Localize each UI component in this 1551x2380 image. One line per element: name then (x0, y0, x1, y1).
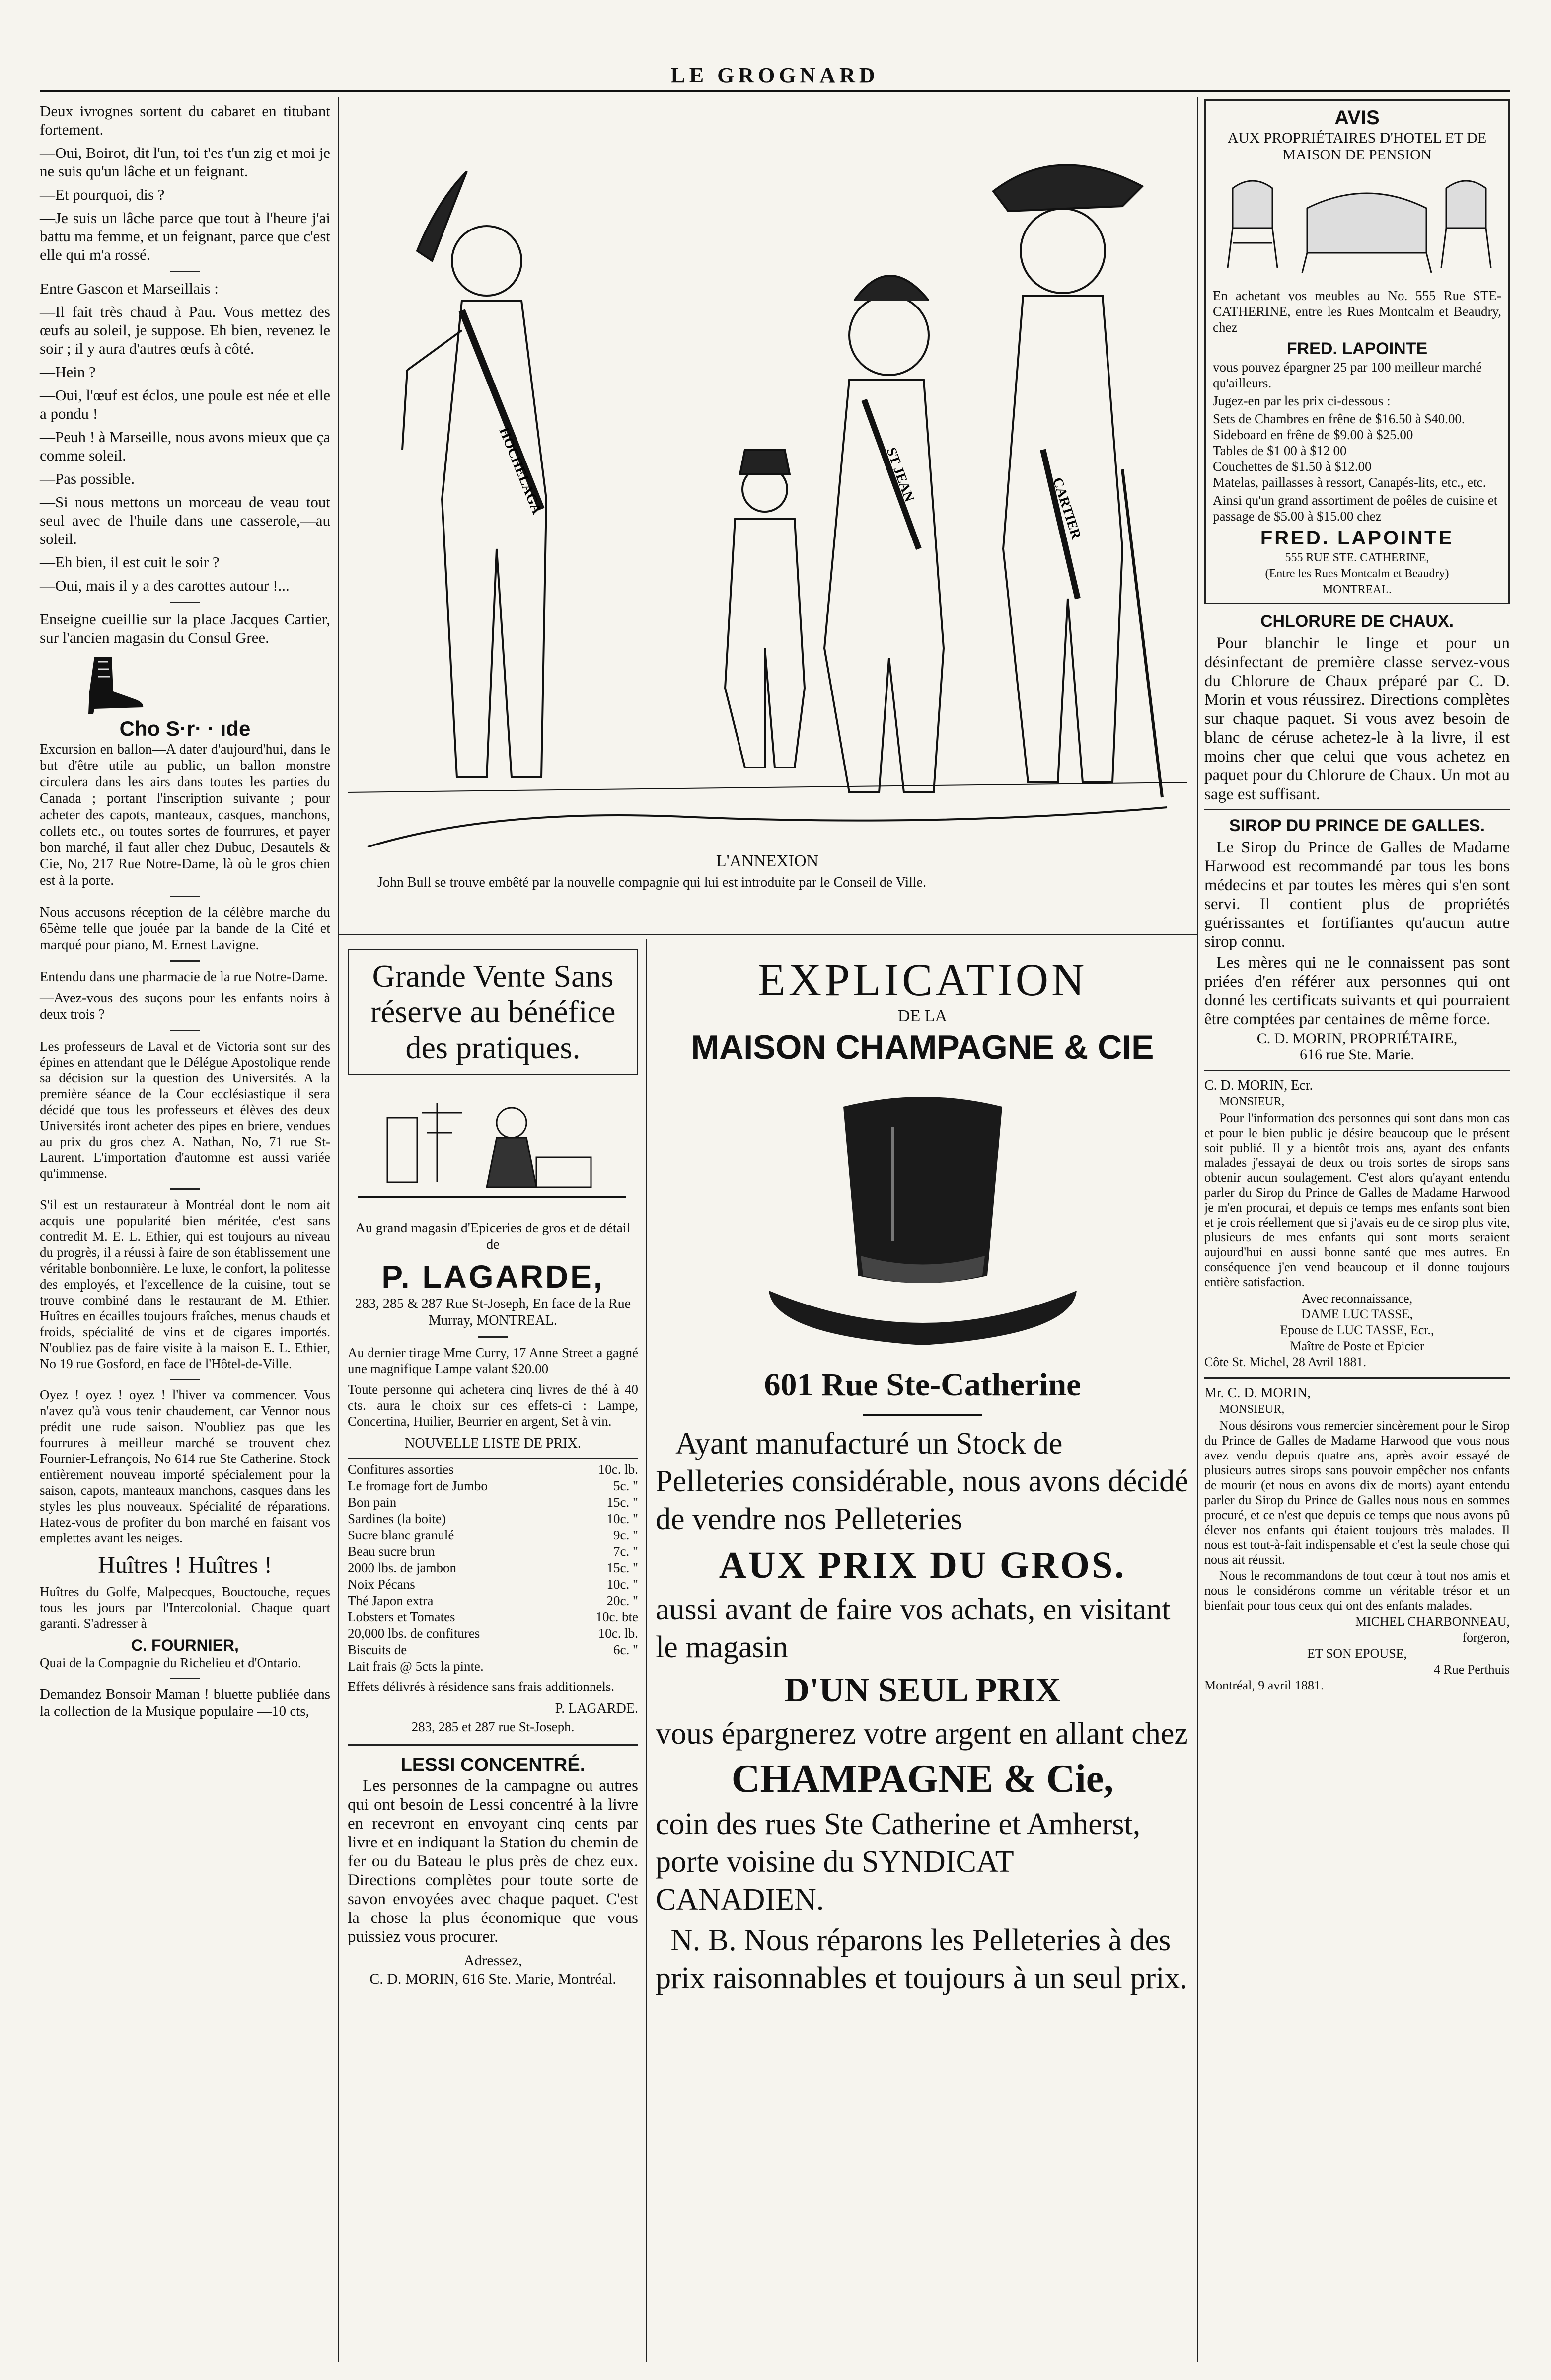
column-rule (1197, 97, 1198, 2362)
champagne-one-price: D'UN SEUL PRIX (784, 1671, 1061, 1709)
sirop-address: 616 rue Ste. Marie. (1300, 1046, 1414, 1063)
anecdote-text: Deux ivrognes sortent du cabaret en titubant fortement. (40, 102, 330, 138)
cartoon-illustration (348, 102, 1187, 847)
price-row: Biscuits de 6c. " (348, 1642, 638, 1657)
advert-text: Excursion en ballon—A dater d'aujourd'hui, dans le but d'être utile au public, un ballon monstre circulera dans les airs dans toutes les parties du Canada ; portant l'inscription suivante ; pour acheter des capots, manteaux, casques, manchons, collets etc., ou toutes sortes de fourrures, et payer bon marché, il faut aller chez Dubuc, Desautels & Cie, No, 217 Rue Notre-Dame, là où le gros chien est à la porte. (40, 742, 330, 888)
separator (478, 1336, 508, 1338)
separator (170, 602, 200, 603)
avis-item: Tables de $1 00 à $12 00 (1213, 443, 1347, 458)
champagne-wholesale: AUX PRIX DU GROS. (719, 1544, 1126, 1586)
chlorure-title: CHLORURE DE CHAUX. (1260, 612, 1454, 631)
column-rule (338, 97, 339, 2362)
oysters-heading: Huîtres ! Huîtres ! (98, 1552, 272, 1578)
lapointe-advert (1204, 99, 1510, 604)
column-one (40, 102, 330, 1725)
anecdote-text: —Si nous mettons un morceau de veau tout seul avec de l'huile dans une casserole,—au soleil. (40, 493, 330, 547)
cartoon-label-hochelaga: HOCHELAGA (496, 425, 545, 517)
anecdote-text: —Hein ? (40, 363, 96, 381)
price-row: Lobsters et Tomates 10c. bte (348, 1610, 638, 1624)
lapointe-address: 555 RUE STE. CATHERINE, (1285, 551, 1429, 564)
price-row: 20,000 lbs. de confitures 10c. lb. (348, 1626, 638, 1641)
letter-salutation: MONSIEUR, (1219, 1403, 1285, 1416)
section-rule (348, 1744, 638, 1746)
lapointe-signature: FRED. LAPOINTE (1260, 527, 1454, 549)
lagarde-name: P. LAGARDE, (381, 1259, 604, 1295)
separator (170, 960, 200, 962)
advert-text: Quai de la Compagnie du Richelieu et d'Ontario. (40, 1655, 301, 1670)
avis-item: Matelas, paillasses à ressort, Canapés-lits, etc., etc. (1213, 475, 1486, 490)
lessi-address: C. D. MORIN, 616 Ste. Marie, Montréal. (369, 1971, 616, 1987)
section-rule (338, 934, 1197, 935)
cartoon-caption: John Bull se trouve embêté par la nouvelle compagnie qui lui est introduite par le Conseil de Ville. (377, 875, 927, 890)
top-hat-illustration (749, 1077, 1097, 1355)
avis-title: AVIS (1334, 107, 1380, 129)
lagarde-address: 283, 285 & 287 Rue St-Joseph, En face de la Rue Murray, MONTREAL. (355, 1296, 631, 1328)
letter-date: Montréal, 9 avril 1881. (1204, 1678, 1324, 1692)
avis-subtitle: AUX PROPRIÉTAIRES D'HOTEL ET DE MAISON DE PENSION (1227, 130, 1487, 163)
lagarde-headline: Grande Vente Sans réserve au bénéfice des pratiques. (348, 949, 638, 1075)
lapointe-address-between: (Entre les Rues Montcalm et Beaudry) (1265, 567, 1449, 580)
sirop-body: Les mères qui ne le connaissent pas sont priées d'en référer aux personnes qui ont donné les certificats suivants et qui pourraient être comptées par centaines de même force. (1204, 954, 1510, 1028)
avis-text: vous pouvez épargner 25 par 100 meilleur marché qu'ailleurs. (1213, 360, 1482, 390)
grocer-illustration (348, 1083, 638, 1212)
separator (170, 1678, 200, 1679)
champagne-text: vous épargnerez votre argent en allant chez (656, 1717, 1188, 1751)
lessi-address-label: Adressez, (463, 1952, 522, 1969)
lagarde-advert (348, 949, 638, 1988)
letter-signature: Epouse de LUC TASSE, Ecr., (1280, 1323, 1434, 1337)
price-list-title: NOUVELLE LISTE DE PRIX. (405, 1436, 581, 1451)
letter-signature: DAME LUC TASSE, (1301, 1307, 1413, 1321)
avis-item: Sets de Chambres en frêne de $16.50 à $40.00. (1213, 411, 1465, 426)
champagne-de-la: DE LA (897, 1007, 948, 1025)
anecdote-text: Enseigne cueillie sur la place Jacques Cartier, sur l'ancien magasin du Consul Gree. (40, 611, 330, 646)
sirop-title: SIROP DU PRINCE DE GALLES. (1229, 816, 1485, 835)
avis-item: Couchettes de $1.50 à $12.00 (1213, 459, 1372, 474)
price-row: Lait frais @ 5cts la pinte. (348, 1659, 484, 1674)
anecdote-text: —Il fait très chaud à Pau. Vous mettez des œufs au soleil, je suppose. Eh bien, revenez le soir ; il y aura d'autres œufs à côté. (40, 303, 330, 357)
advert-text: Demandez Bonsoir Maman ! bluette publiée dans la collection de la Musique populaire —10 cts, (40, 1687, 330, 1719)
letter-body: Nous désirons vous remercier sincèrement pour le Sirop du Prince de Galles de Madame Harwood que vous nous avez vendu depuis quatre ans, après avoir essayé de plusieurs autres sirops sans pouvoir empêcher nos enfants de mourir (et nous en avons dix de morts) ayant entendu parler du Sirop du Prince de Galles nous nous en sommes procuré, et ce n'est que depuis ce temps que nous avons pû élever nos enfants qui étaient toujours très malades. Il nous est tout-à-fait indispensable et c'est la seule chose qui nous ait réussit. (1204, 1418, 1510, 1567)
letter-closing: Avec reconnaissance, (1301, 1291, 1413, 1305)
lessi-title: LESSI CONCENTRÉ. (400, 1755, 586, 1775)
price-row: Thé Japon extra 20c. " (348, 1593, 638, 1608)
advert-text: Oyez ! oyez ! oyez ! l'hiver va commencer. Vous n'avez qu'à vous tenir chaudement, car Vennor nous prédit une rude saison. N'oubliez pas que les fourrures à meilleur marché se trouvent chez Fournier-Lefrançois, No 614 rue Ste Catherine. Stock entièrement nouveau importé spécialement pour la saison, capots, manteaux manchons, casques dans les styles les plus nouveaux. Spécialité de réparations. Hatez-vous de profiter du bon marché en faisant vos emplettes avant les neiges. (40, 1387, 330, 1545)
cartoon-label-cartier: CARTIER (1049, 475, 1084, 541)
chlorure-body: Pour blanchir le linge et pour un désinfectant de première classe servez-vous du Chlorure de Chaux préparé par C. D. Morin et vous réussirez. Directions complètes sur chaque paquet. Si vous avez besoin de blanc de céruse achetez-le à la livre, il est moins cher que celui que vous achetez en paquet pour du Chlorure de Chaux. Un mot au sage est suffisant. (1204, 634, 1510, 803)
champagne-title: EXPLICATION (757, 954, 1088, 1005)
price-row: Confitures assorties 10c. lb. (348, 1462, 638, 1477)
price-row: Bon pain 15c. " (348, 1495, 638, 1510)
price-row: Sucre blanc granulé 9c. " (348, 1528, 638, 1542)
champagne-address: 601 Rue Ste-Catherine (764, 1367, 1081, 1403)
avis-text: Jugez-en par les prix ci-dessous : (1213, 393, 1391, 408)
sirop-signature: C. D. MORIN, PROPRIÉTAIRE, (1256, 1030, 1458, 1047)
price-row: Beau sucre brun 7c. " (348, 1544, 638, 1559)
letter-body: Nous le recommandons de tout cœur à tout nos amis et nous le considérons comme un véritable trésor et un bienfait pour tous ceux qui ont des enfants malades. (1204, 1568, 1510, 1612)
separator (863, 1414, 982, 1416)
anecdote-text: —Peuh ! à Marseille, nous avons mieux que ça comme soleil. (40, 428, 330, 464)
anecdote-text: —Pas possible. (40, 470, 135, 487)
anecdote-text: Entendu dans une pharmacie de la rue Notre-Dame. (40, 969, 328, 985)
anecdote-text: —Oui, Boirot, dit l'un, toi t'es t'un zig et moi je ne suis qu'un lâche et un feignant. (40, 144, 330, 180)
champagne-note: N. B. Nous réparons les Pelleteries à des prix raisonnables et toujours à un seul prix. (656, 1923, 1188, 1995)
letter-signature: forgeron, (1462, 1630, 1510, 1645)
champagne-text: aussi avant de faire vos achats, en visitant le magasin (656, 1593, 1171, 1664)
lagarde-intro: Au grand magasin d'Epiceries de gros et de détail de (355, 1221, 631, 1252)
letter-signature: Maître de Poste et Epicier (1290, 1339, 1424, 1353)
newspaper-title: LE GROGNARD (670, 63, 879, 87)
separator (170, 1379, 200, 1380)
lagarde-delivery: Effets délivrés à résidence sans frais additionnels. (348, 1679, 615, 1694)
anecdote-text: —Je suis un lâche parce que tout à l'heure j'ai battu ma femme, et un feignant, parce que c'est elle qui m'a rossé. (40, 209, 330, 263)
lapointe-name: FRED. LAPOINTE (1286, 339, 1428, 358)
advert-text: S'il est un restaurateur à Montréal dont le nom ait acquis une popularité bien méritée, c'est sans contredit M. E. L. Ethier, qui est toujours au niveau du progrès, il a réussi à faire de son établissement une véritable bonbonnière. Le luxe, le confort, la politesse des employés, et l'excellence de la cuisine, tout se trouve combiné dans le restaurant de M. Ethier. Huîtres en écailles toujours fraîches, menus chauds et froids, spécialité de vins et de cigares importés. N'oubliez pas de faire visite à la maison E. L. Ethier, No 19 rue Gosford, en face de l'Hôtel-de-Ville. (40, 1197, 330, 1371)
letter-signature: 4 Rue Perthuis (1433, 1662, 1510, 1677)
separator (170, 1188, 200, 1190)
lagarde-signature-address: 283, 285 et 287 rue St-Joseph. (411, 1719, 575, 1734)
sirop-body: Le Sirop du Prince de Galles de Madame Harwood est recommandé par tous les bons médecins et par toutes les mères qui s'en sont servi. Il contient plus de propriétés guérissantes et fortifiantes qu'aucun autre sirop connu. (1204, 839, 1510, 951)
price-list (348, 1458, 638, 1675)
right-column (1204, 99, 1510, 1693)
separator (170, 896, 200, 897)
letter-signature: ET SON EPOUSE, (1307, 1646, 1407, 1661)
price-row: Sardines (la boite) 10c. " (348, 1511, 638, 1526)
letter-recipient: C. D. MORIN, Ecr. (1204, 1078, 1313, 1093)
masthead-rule (40, 90, 1510, 92)
separator (170, 271, 200, 272)
advert-text: Les professeurs de Laval et de Victoria sont sur des épines en attendant que le Délégue Apostolique rende sa décision sur la question des Universités. A la première séance de la Cour ecclésiastique il sera décidé que tous les professeurs et élèves des deux Universités iront acheter des pipes en briere, vendues au prix du gros chez A. Nathan, No, 71 rue St-Laurent. L'importation d'automne est aussi variée qu'immense. (40, 1039, 330, 1181)
lagarde-text: Toute personne qui achetera cinq livres de thé à 40 cts. aura le choix sur ces effets-ci : Lampe, Concertina, Huilier, Beurrier en argent, Set à vin. (348, 1382, 638, 1429)
avis-text: En achetant vos meubles au No. 555 Rue STE-CATHERINE, entre les Rues Montcalm et Beaudry, chez (1213, 288, 1501, 335)
furniture-illustration (1213, 168, 1501, 283)
lagarde-signature: P. LAGARDE. (555, 1701, 638, 1716)
lapointe-city: MONTREAL. (1322, 583, 1392, 596)
anecdote-text: —Oui, mais il y a des carottes autour !... (40, 577, 290, 594)
letter-recipient: Mr. C. D. MORIN, (1204, 1385, 1311, 1401)
shoe-illustration (74, 652, 149, 716)
letter-salutation: MONSIEUR, (1219, 1095, 1285, 1108)
shoe-store-heading: Cho S·r· · ıde (119, 717, 251, 740)
anecdote-text: —Et pourquoi, dis ? (40, 186, 165, 203)
price-row: Le fromage fort de Jumbo 5c. " (348, 1478, 638, 1493)
advert-text: Huîtres du Golfe, Malpecques, Bouctouche, reçues tous les jours par l'Intercolonial. Chaque quart garanti. S'adresser à (40, 1584, 330, 1631)
advert-text: Nous accusons réception de la célèbre marche du 65ème telle que jouée par la bande de la Cité et marqué pour piano, M. Ernest Lavigne. (40, 905, 330, 953)
anecdote-text: —Oui, l'œuf est éclos, une poule est née et elle a pondu ! (40, 386, 330, 422)
letter-body: Pour l'information des personnes qui sont dans mon cas et pour le bien public je désire beaucoup que le présent soit publié. Il y a bientôt trois ans, ayant des enfants malades j'essayai de deux ou trois sortes de sirops sans obtenir aucun soulagement. C'est alors qu'ayant entendu parler du Sirop du Prince de Galles de Madame Harwood je m'en procurai, et depuis ce temps mes enfants sont bien et je crois réellement que si j'avais eu de ce sirop plus vite, plusieurs de mes enfants qui sont morts seraient aujourd'hui en aussi bonne santé que mes autres. En conséquence j'en vend beaucoup et il donne toujours entière satisfaction. (1204, 1111, 1510, 1289)
cartoon-title: L'ANNEXION (716, 852, 819, 870)
champagne-house-name: MAISON CHAMPAGNE & CIE (691, 1028, 1154, 1066)
anecdote-text: —Avez-vous des suçons pour les enfants noirs à deux trois ? (40, 991, 330, 1022)
champagne-advert (656, 954, 1189, 2000)
price-row: Noix Pécans 10c. " (348, 1577, 638, 1592)
section-rule (1204, 1070, 1510, 1071)
champagne-text: coin des rues Ste Catherine et Amherst, porte voisine du SYNDICAT CANADIEN. (656, 1807, 1141, 1917)
section-rule (1204, 809, 1510, 810)
champagne-text: Ayant manufacturé un Stock de Pelleteries considérable, nous avons décidé de vendre nos Pelleteries (656, 1427, 1188, 1536)
price-row: 2000 lbs. de jambon 15c. " (348, 1560, 638, 1575)
anecdote-text: —Eh bien, il est cuit le soir ? (40, 553, 220, 571)
avis-item: Sideboard en frêne de $9.00 à $25.00 (1213, 427, 1413, 442)
anecdote-text: Entre Gascon et Marseillais : (40, 280, 219, 297)
avis-text: Ainsi qu'un grand assortiment de poêles de cuisine et passage de $5.00 à $15.00 chez (1213, 493, 1498, 524)
lagarde-text: Au dernier tirage Mme Curry, 17 Anne Street a gagné une magnifique Lampe valant $20.00 (348, 1345, 638, 1376)
cartoon-label-stjean: ST JEAN (883, 445, 917, 504)
separator (170, 1030, 200, 1031)
letter-signature: MICHEL CHARBONNEAU, (1355, 1614, 1510, 1629)
letter-date: Côte St. Michel, 28 Avril 1881. (1204, 1355, 1366, 1369)
lessi-body: Les personnes de la campagne ou autres qui ont besoin de Lessi concentré à la livre en recevront en envoyant cinq cents par livre et en indiquant la Station du chemin de fer ou du Bateau le plus près de chez eux. Directions complètes pour toute sorte de savon envoyées avec chaque paquet. C'est la chose la plus économique que vous puissiez vous procurer. (348, 1777, 638, 1946)
section-rule (1204, 1377, 1510, 1379)
masthead (40, 60, 1510, 94)
champagne-name: CHAMPAGNE & Cie, (731, 1757, 1114, 1801)
column-rule (646, 939, 647, 2362)
advertiser-name: C. FOURNIER, (131, 1636, 239, 1654)
